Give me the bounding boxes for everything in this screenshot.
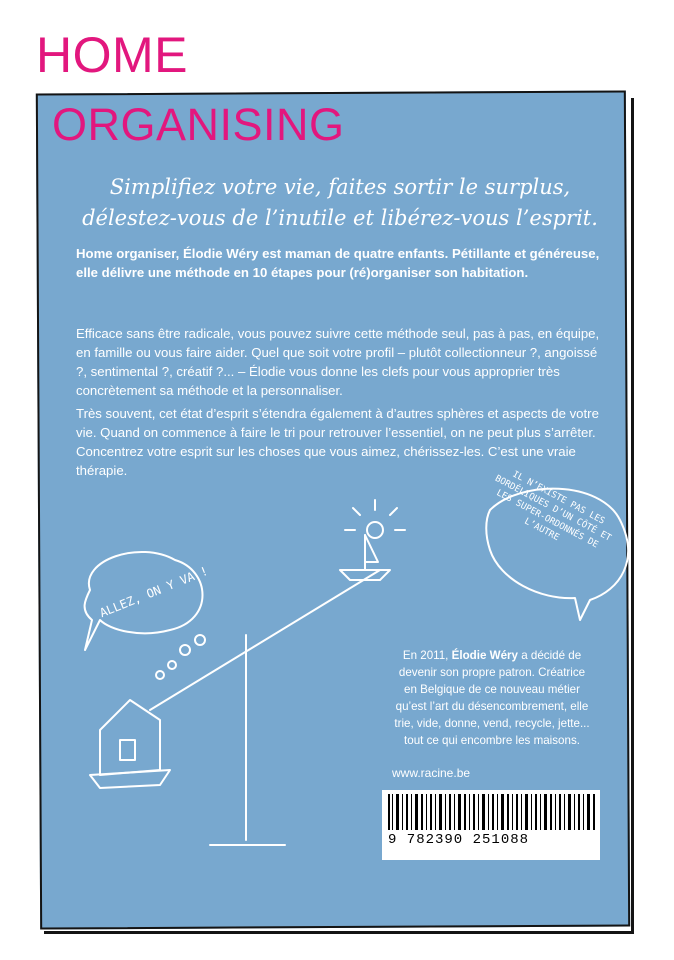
body-paragraph-2: Très souvent, cet état d’esprit s’étendra également à d’autres sphères et aspects de votre vie. Quand on commence à faire le tri pour retrouver l’essentiel, on ne peut plus s’arrêter. Concentrez votre esprit sur les choses que vous aimez, chérissez-les. C’est une vraie thérapie. (76, 406, 599, 478)
bio-suffix: a décidé de devenir son propre patron. Créatrice en Belgique de ce nouveau métier qu’est l’art du désencombrement, elle trie, vide, donne, vend, recycle, jette... tout ce qui encombre les maisons. (394, 649, 590, 747)
right-bubble-text: IL N’EXISTE PAS LES BORDÉLIQUES D’UN CÔTÉ ET LES SUPER-ORDONNÉS DE L’AUTRE (493, 469, 613, 551)
website: www.racine.be (392, 766, 471, 780)
barcode (382, 790, 600, 860)
body-paragraph-1: Efficace sans être radicale, vous pouvez suivre cette méthode seul, pas à pas, en équipe, en famille ou vous faire aider. Quel que soit votre profil – plutôt collectionneur ?, angoissé ?, sentimental ?, créatif ?... – Élodie vous donne les clefs pour vous approprier très concrètement sa méthode et la personnaliser. (76, 326, 600, 398)
intro-paragraph: Home organiser, Élodie Wéry est maman de quatre enfants. Pétillante et généreuse, elle délivre une méthode en 10 étapes pour (ré)organiser son habitation. (76, 246, 600, 280)
title-organising: ORGANISING (52, 99, 345, 150)
sun (367, 522, 383, 538)
seesaw-beam (150, 570, 380, 710)
isbn-number: 9 782390 251088 (388, 832, 530, 848)
person (180, 645, 190, 655)
tagline: Simplifiez votre vie, faites sortir le surplus, délestez-vous de l’inutile et libérez-vous l’esprit. (82, 175, 598, 230)
bio-name: Élodie Wéry (451, 649, 518, 662)
bio-prefix: En 2011, (402, 649, 452, 662)
author-bio (394, 647, 590, 749)
left-bubble-text: ALLEZ, ON Y VA ! (97, 563, 211, 621)
title-home: HOME (36, 27, 188, 83)
barcode-bars (382, 790, 600, 832)
house (100, 700, 160, 775)
